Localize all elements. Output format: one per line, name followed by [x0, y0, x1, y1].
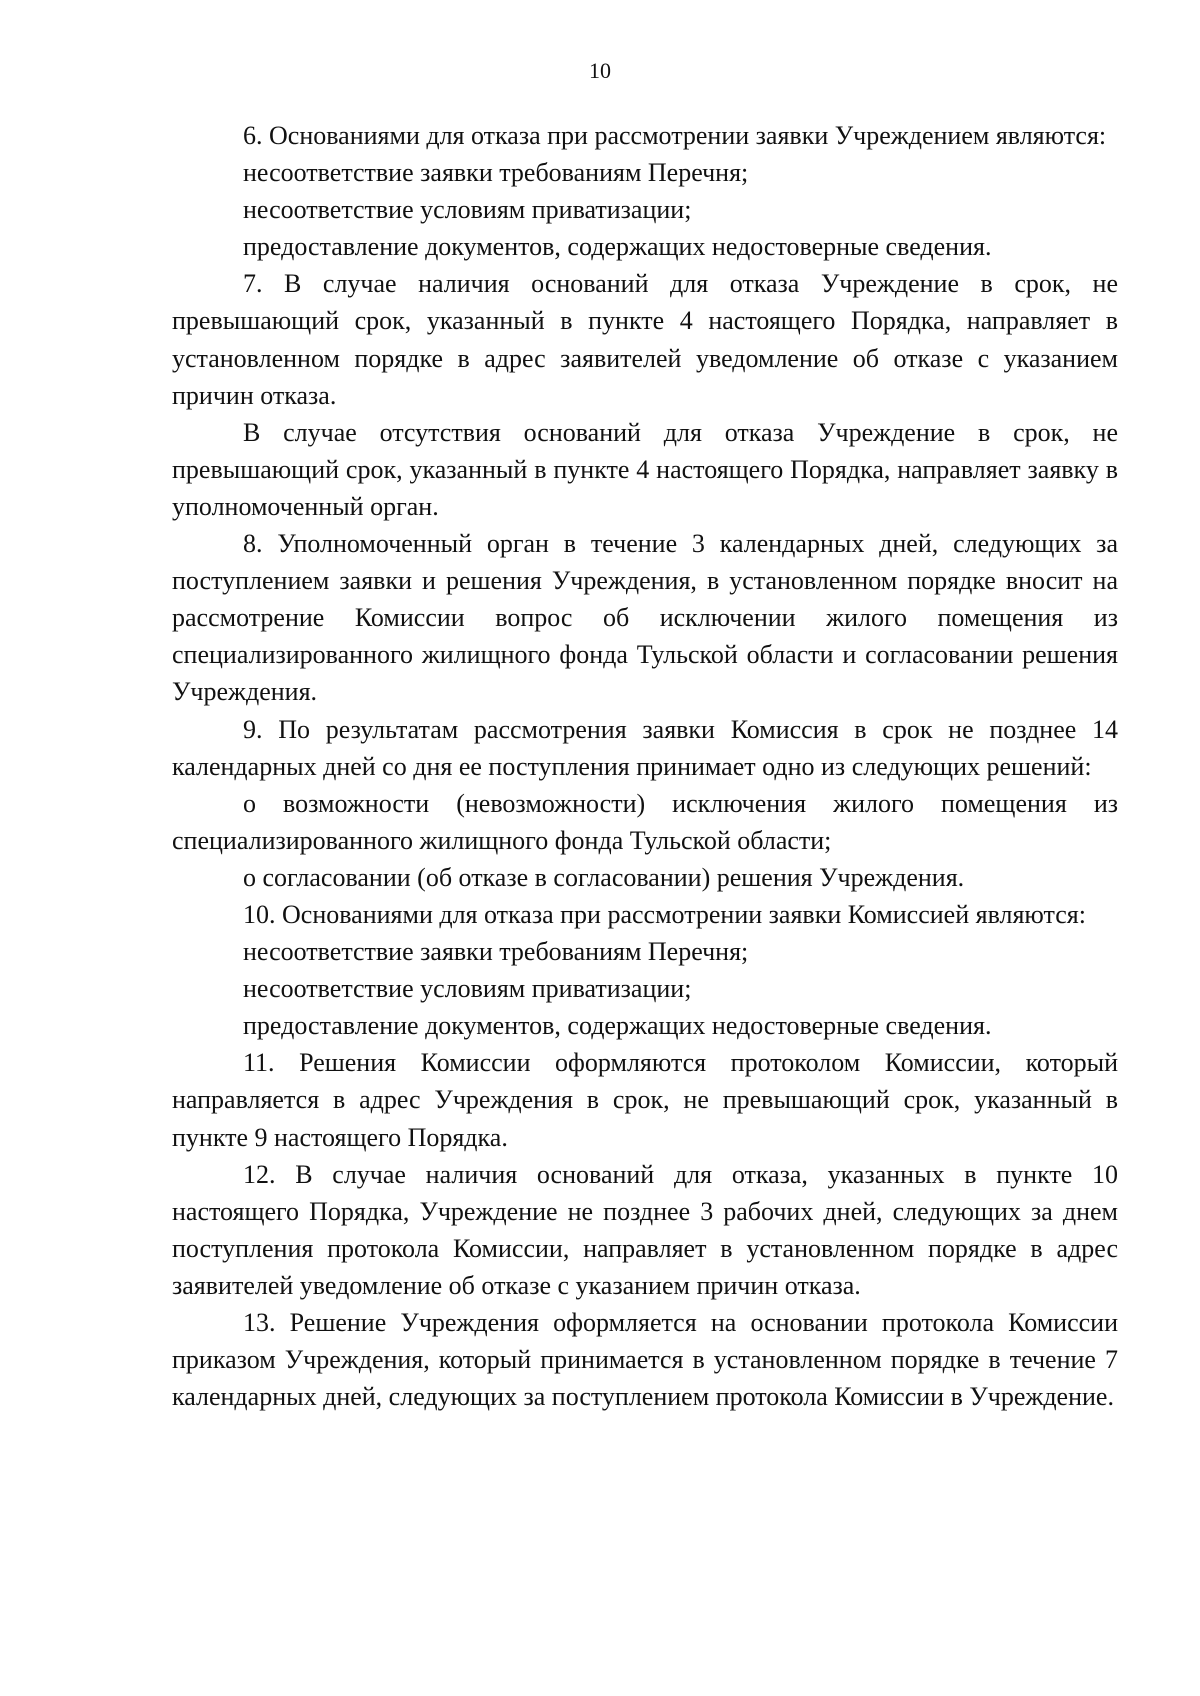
paragraph-7-continued: В случае отсутствия оснований для отказа Учреждение в срок, не превышающий срок, указанный в пункте 4 настоящего Порядка, направляет заявку в уполномоченный орган. — [172, 417, 1118, 521]
paragraph-9-item-2: о согласовании (об отказе в согласовании) решения Учреждения. — [243, 862, 965, 892]
paragraph-6-item-2: несоответствие условиям приватизации; — [243, 195, 692, 225]
paragraph-10: 10. Основаниями для отказа при рассмотрении заявки Комиссией являются: — [243, 899, 1086, 929]
paragraph-10-item-1: несоответствие заявки требованиям Перечня; — [243, 937, 749, 967]
paragraph-9-item-1: о возможности (невозможности) исключения жилого помещения из специализированного жилищного фонда Тульской области; — [172, 788, 1118, 855]
paragraph-6-item-1: несоответствие заявки требованиям Перечня; — [243, 158, 749, 188]
document-body — [172, 117, 1118, 1415]
paragraph-12: 12. В случае наличия оснований для отказа, указанных в пункте 10 настоящего Порядка, Учреждение не позднее 3 рабочих дней, следующих за днем поступления протокола Комиссии, направляет в установленном порядке в адрес заявителей уведомление об отказе с указанием причин отказа. — [172, 1159, 1118, 1300]
page-number: 10 — [589, 58, 611, 83]
paragraph-6-item-3: предоставление документов, содержащих недостоверные сведения. — [243, 232, 992, 262]
paragraph-9: 9. По результатам рассмотрения заявки Комиссия в срок не позднее 14 календарных дней со дня ее поступления принимает одно из следующих решений: — [172, 714, 1118, 781]
paragraph-13: 13. Решение Учреждения оформляется на основании протокола Комиссии приказом Учреждения, который принимается в установленном порядке в течение 7 календарных дней, следующих за поступлением протокола Комиссии в Учреждение. — [172, 1308, 1118, 1412]
paragraph-6: 6. Основаниями для отказа при рассмотрении заявки Учреждением являются: — [243, 121, 1107, 150]
paragraph-10-item-3: предоставление документов, содержащих недостоверные сведения. — [243, 1011, 992, 1041]
paragraph-8: 8. Уполномоченный орган в течение 3 календарных дней, следующих за поступлением заявки и решения Учреждения, в установленном порядке вносит на рассмотрение Комиссии вопрос об исключении жилого помещения из специализированного жилищного фонда Тульской области и согласовании решения Учреждения. — [172, 529, 1118, 707]
paragraph-10-item-2: несоответствие условиям приватизации; — [243, 974, 692, 1004]
paragraph-7: 7. В случае наличия оснований для отказа Учреждение в срок, не превышающий срок, указанный в пункте 4 настоящего Порядка, направляет в установленном порядке в адрес заявителей уведомление об отказе с указанием причин отказа. — [172, 269, 1118, 410]
paragraph-11: 11. Решения Комиссии оформляются протоколом Комиссии, который направляется в адрес Учреждения в срок, не превышающий срок, указанный в пункте 9 настоящего Порядка. — [172, 1048, 1118, 1152]
